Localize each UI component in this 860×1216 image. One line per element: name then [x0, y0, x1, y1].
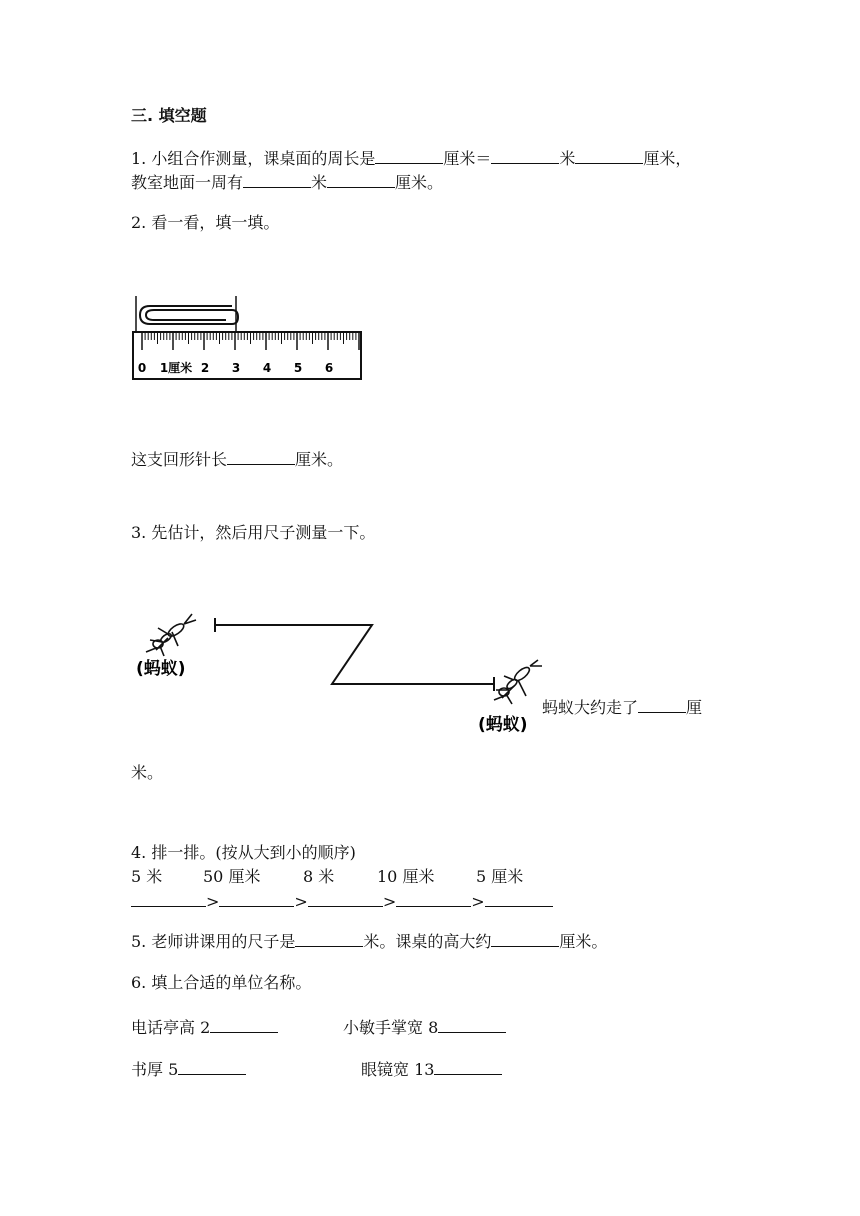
- q4-blank-5[interactable]: [485, 890, 553, 907]
- q4-blank-4[interactable]: [396, 890, 471, 907]
- q4-answer-line: [131, 890, 553, 913]
- paperclip-icon: [140, 306, 238, 324]
- ruler-label-5: 5: [293, 361, 303, 375]
- ruler-label-0: 0: [137, 361, 147, 375]
- ant-path-line: [215, 625, 494, 684]
- q6-item-1-text: 电话亭高 2: [131, 1018, 211, 1037]
- q6-item-3-text: 书厚 5: [131, 1060, 179, 1079]
- q1-text-b: 厘米＝: [443, 149, 492, 168]
- q4-item-1: 5 米: [131, 867, 163, 886]
- q2-answer-text-b: 厘米。: [295, 450, 344, 469]
- q4-blank-1[interactable]: [131, 890, 206, 907]
- q4-blank-3[interactable]: [308, 890, 383, 907]
- q6-item-2-text: 小敏手掌宽 8: [343, 1018, 439, 1037]
- q5-text-c: 厘米。: [559, 932, 608, 951]
- q4-item-4: 10 厘米: [377, 867, 435, 886]
- section-title: 三. 填空题: [131, 106, 207, 125]
- q3-prompt: 3. 先估计，然后用尺子测量一下。: [131, 523, 376, 542]
- q5-line: [131, 930, 607, 953]
- q6-item-4-text: 眼镜宽 13: [361, 1060, 435, 1079]
- q2-blank[interactable]: [227, 448, 295, 465]
- q1-line2: [131, 171, 443, 194]
- q4-prompt: 4. 排一排。(按从大到小的顺序): [131, 843, 356, 862]
- ant-icon-right: [494, 660, 542, 704]
- q1-text-f: 米: [311, 173, 328, 192]
- q4-gt-2: >: [294, 892, 308, 911]
- q4-gt-3: >: [382, 892, 397, 911]
- q3-answer-end: 厘: [686, 698, 703, 717]
- q5-blank-2[interactable]: [491, 930, 559, 947]
- q1-text-d: 厘米，: [643, 149, 692, 168]
- q1-blank-1[interactable]: [375, 147, 443, 164]
- q5-blank-1[interactable]: [295, 930, 363, 947]
- q6-prompt: 6. 填上合适的单位名称。: [131, 973, 312, 992]
- ant-icon-left: [146, 614, 196, 656]
- q4-item-3: 8 米: [303, 867, 335, 886]
- q1-text-g: 厘米。: [395, 173, 444, 192]
- q2-prompt: 2. 看一看，填一填。: [131, 213, 280, 232]
- ant-path-figure: [128, 600, 548, 740]
- q5-text-a: 5. 老师讲课用的尺子是: [131, 932, 296, 951]
- q1-line1: [131, 147, 691, 170]
- ruler-label-2: 2: [200, 361, 210, 375]
- q1-text-a: 1. 小组合作测量，课桌面的周长是: [131, 149, 376, 168]
- q4-blank-2[interactable]: [219, 890, 294, 907]
- q3-answer-line1: [542, 696, 702, 719]
- q6-item-3: [131, 1058, 246, 1081]
- q1-blank-2[interactable]: [491, 147, 559, 164]
- q6-blank-4[interactable]: [434, 1058, 502, 1075]
- q6-item-1: [131, 1016, 278, 1039]
- q6-blank-3[interactable]: [178, 1058, 246, 1075]
- ant-label-left: (蚂蚁): [136, 659, 186, 679]
- q3-blank[interactable]: [638, 696, 686, 713]
- ruler-label-1: 1厘米: [159, 361, 193, 375]
- ruler-label-3: 3: [231, 361, 241, 375]
- ruler-label-6: 6: [324, 361, 334, 375]
- q3-answer-line2: 米。: [131, 763, 164, 782]
- q1-blank-3[interactable]: [575, 147, 643, 164]
- q6-item-4: [361, 1058, 502, 1081]
- q5-text-b: 米。课桌的高大约: [363, 932, 492, 951]
- q2-answer-line: [131, 448, 343, 471]
- q4-item-2: 50 厘米: [203, 867, 261, 886]
- q1-blank-4[interactable]: [243, 171, 311, 188]
- ruler-figure: [128, 292, 368, 384]
- ant-label-right: (蚂蚁): [478, 715, 528, 735]
- q3-answer-text: 蚂蚁大约走了: [542, 698, 639, 717]
- q1-text-c: 米: [559, 149, 576, 168]
- q6-blank-2[interactable]: [438, 1016, 506, 1033]
- q6-item-2: [343, 1016, 506, 1039]
- q6-blank-1[interactable]: [210, 1016, 278, 1033]
- ruler-label-4: 4: [262, 361, 272, 375]
- q4-item-5: 5 厘米: [476, 867, 524, 886]
- q4-gt-4: >: [471, 892, 485, 911]
- q1-blank-5[interactable]: [327, 171, 395, 188]
- q4-gt-1: >: [206, 892, 220, 911]
- q2-answer-text-a: 这支回形针长: [131, 450, 228, 469]
- q1-text-e: 教室地面一周有: [131, 173, 244, 192]
